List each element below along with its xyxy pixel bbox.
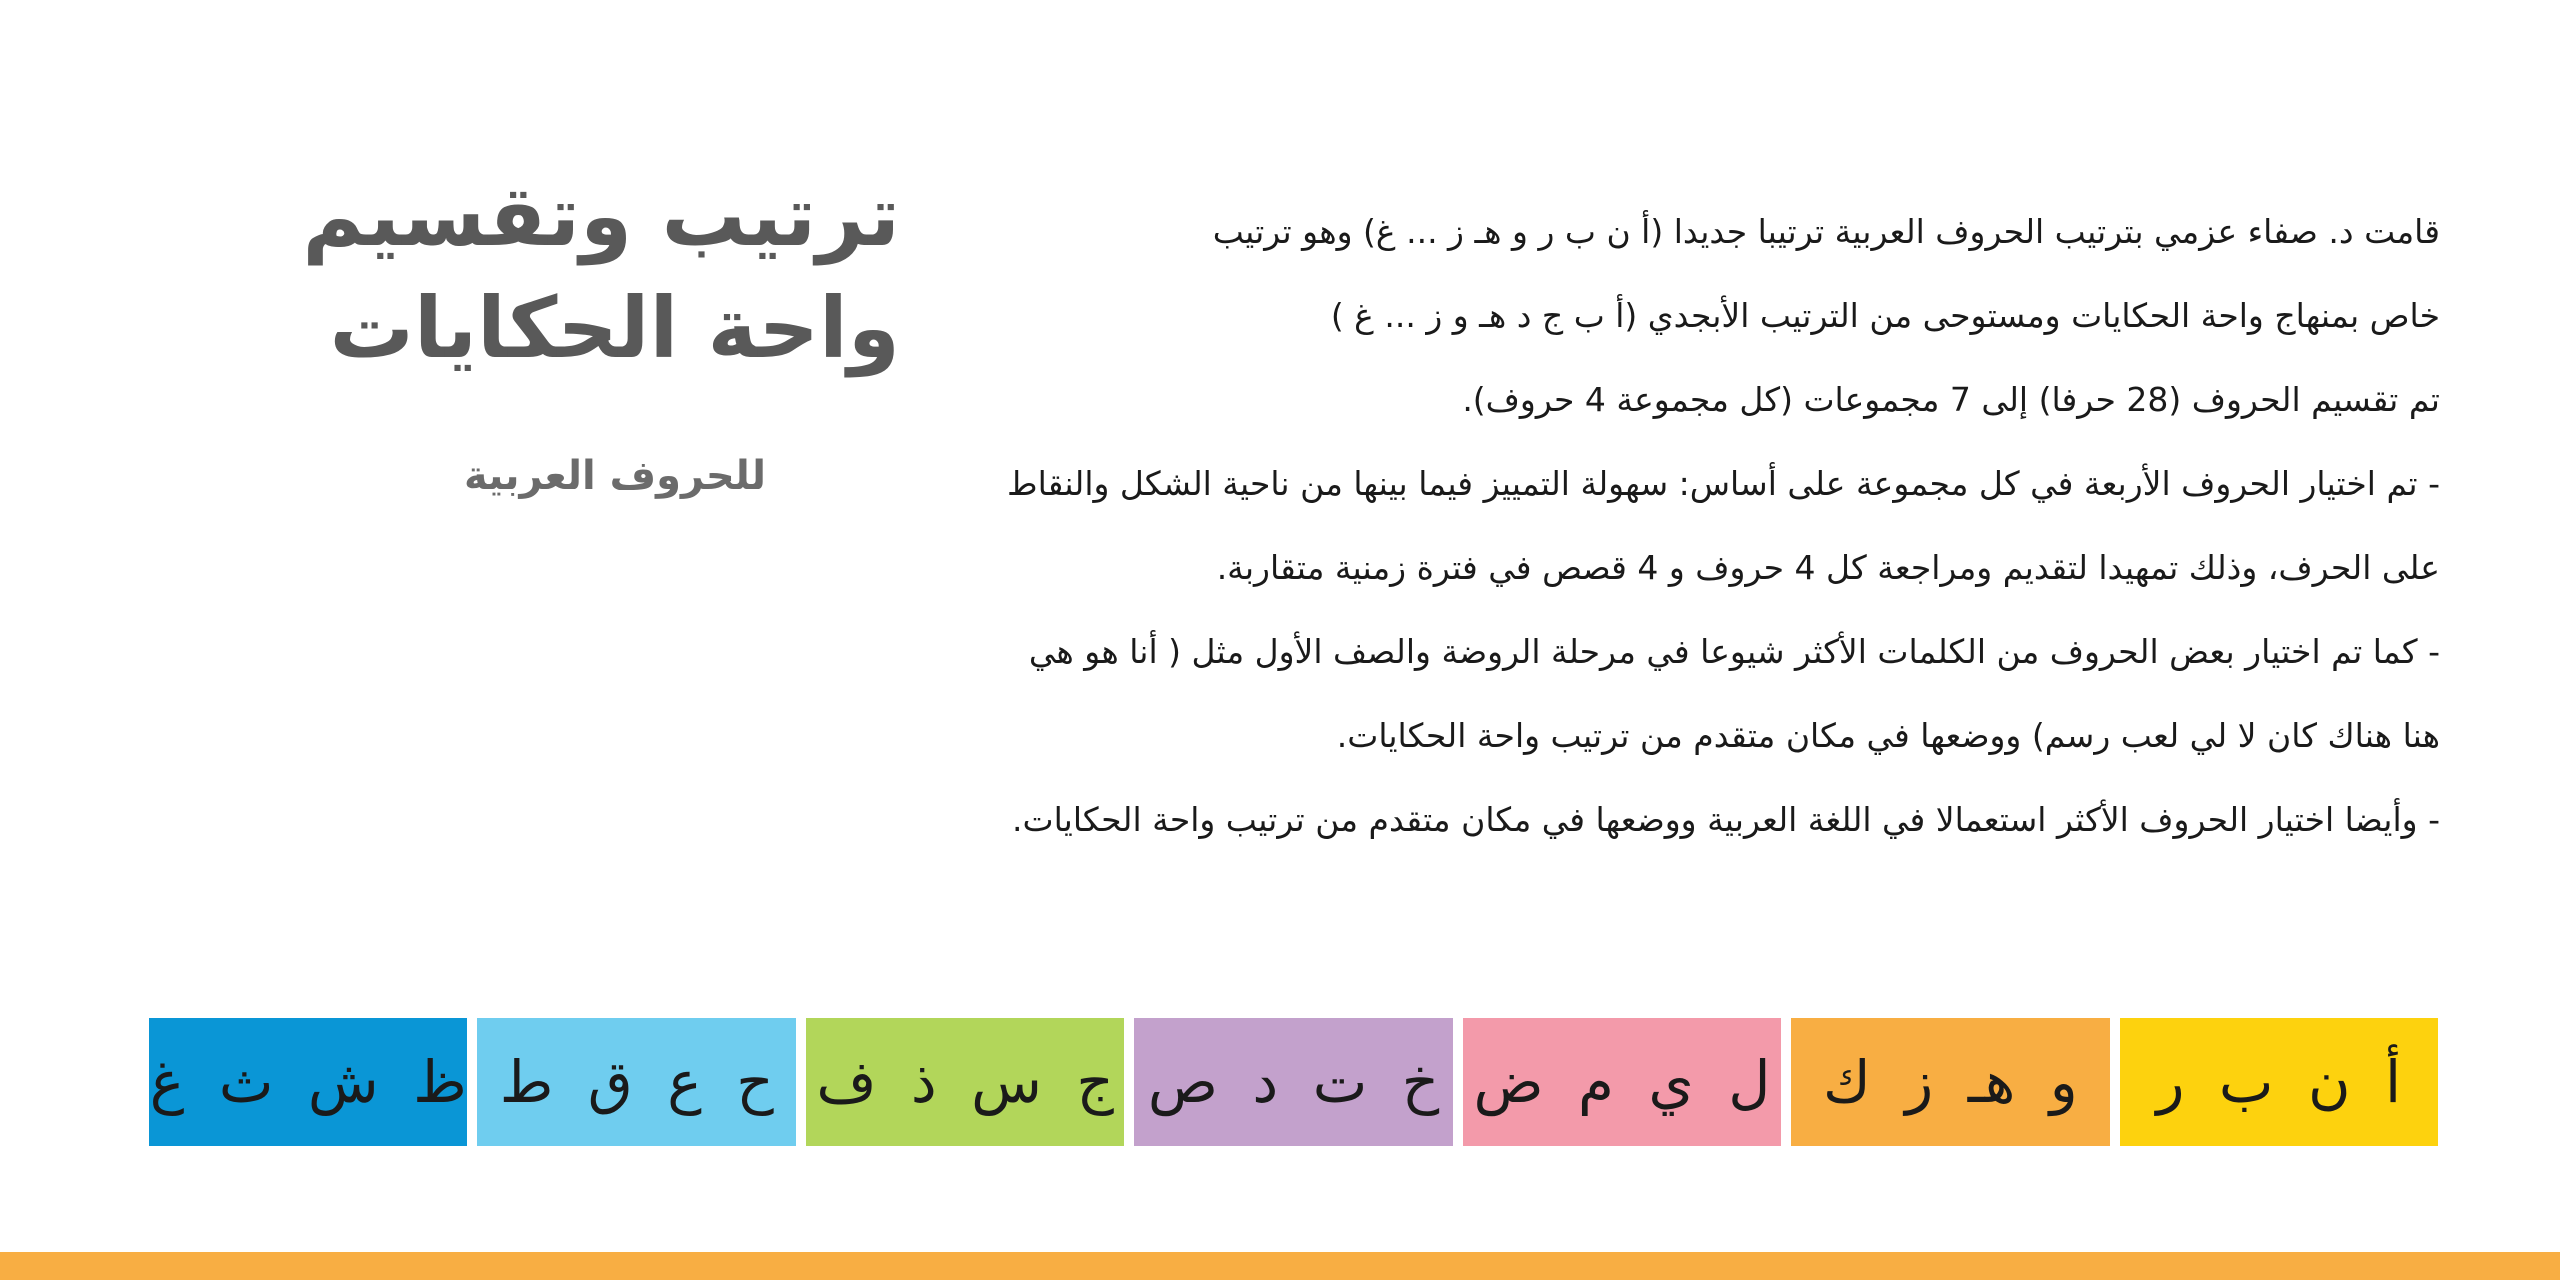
- title-block: [302, 160, 900, 384]
- letter-groups: [149, 1018, 2438, 1146]
- letter-group-1: أ ن ب ر: [2120, 1018, 2438, 1146]
- page-subtitle: للحروف العربية: [463, 453, 767, 499]
- body-line: - كما تم اختيار بعض الحروف من الكلمات الأكثر شيوعا في مرحلة الروضة والصف الأول مثل ( أنا هو هي: [1028, 632, 2440, 671]
- page-title-line-1: ترتيب وتقسيم: [302, 167, 900, 265]
- body-text: [1000, 190, 2440, 862]
- letter-group-6: ح ع ق ط: [477, 1018, 795, 1146]
- body-line: خاص بمنهاج واحة الحكايات ومستوحى من الترتيب الأبجدي (أ ب ج د هـ و ز ... غ ): [1330, 296, 2440, 335]
- bottom-bar: [0, 1252, 2560, 1280]
- letter-group-2: و هـ ز ك: [1791, 1018, 2109, 1146]
- letter-group-3: ل ي م ض: [1463, 1018, 1781, 1146]
- body-line: - وأيضا اختيار الحروف الأكثر استعمالا في اللغة العربية ووضعها في مكان متقدم من ترتيب واحة الحكايات.: [1012, 800, 2440, 839]
- page-title-line-2: واحة الحكايات: [329, 279, 900, 377]
- body-line: هنا هناك كان لا لي لعب رسم) ووضعها في مكان متقدم من ترتيب واحة الحكايات.: [1336, 716, 2440, 755]
- body-line: - تم اختيار الحروف الأربعة في كل مجموعة على أساس: سهولة التمييز فيما بينها من ناحية الشكل والنقاط: [1007, 464, 2440, 503]
- letter-group-7: ظ ش ث غ: [149, 1018, 467, 1146]
- body-line: على الحرف، وذلك تمهيدا لتقديم ومراجعة كل 4 حروف و 4 قصص في فترة زمنية متقاربة.: [1216, 548, 2440, 587]
- letter-group-4: خ ت د ص: [1134, 1018, 1452, 1146]
- body-line: تم تقسيم الحروف (28 حرفا) إلى 7 مجموعات (كل مجموعة 4 حروف).: [1462, 380, 2440, 419]
- letter-group-5: ج س ذ ف: [806, 1018, 1124, 1146]
- body-line: قامت د. صفاء عزمي بترتيب الحروف العربية ترتيبا جديدا (أ ن ب ر و هـ ز ... غ) وهو ترتيب: [1212, 212, 2440, 251]
